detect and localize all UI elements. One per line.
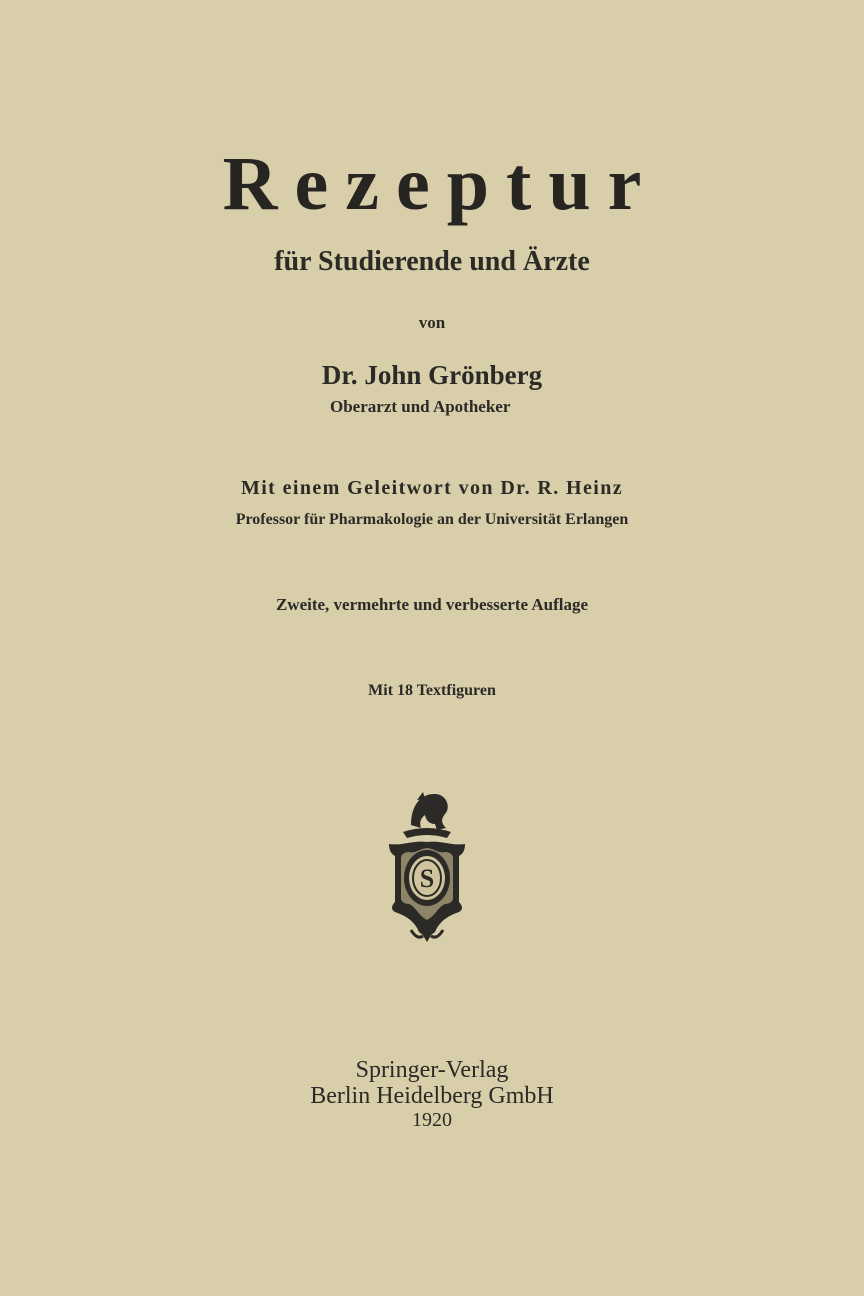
publication-year: 1920 [412,1109,452,1131]
book-title: Rezeptur [222,142,659,226]
svg-text:S: S [419,864,435,893]
foreword-author-role: Professor für Pharmakologie an der Universität Erlangen [235,511,629,528]
figures-note: Mit 18 Textfiguren [368,682,496,699]
springer-knight-emblem-icon [381,790,473,945]
publisher-place: Berlin Heidelberg GmbH [310,1083,554,1109]
publisher-name: Springer-Verlag [355,1057,509,1083]
book-subtitle: für Studierende und Ärzte [274,246,590,277]
author-role: Oberarzt und Apotheker [330,397,511,416]
foreword-line: Mit einem Geleitwort von Dr. R. Heinz [240,477,624,499]
author-name: Dr. John Grönberg [321,360,543,390]
edition-statement: Zweite, vermehrte und verbesserte Auflage [275,595,589,614]
by-label: von [418,313,446,332]
